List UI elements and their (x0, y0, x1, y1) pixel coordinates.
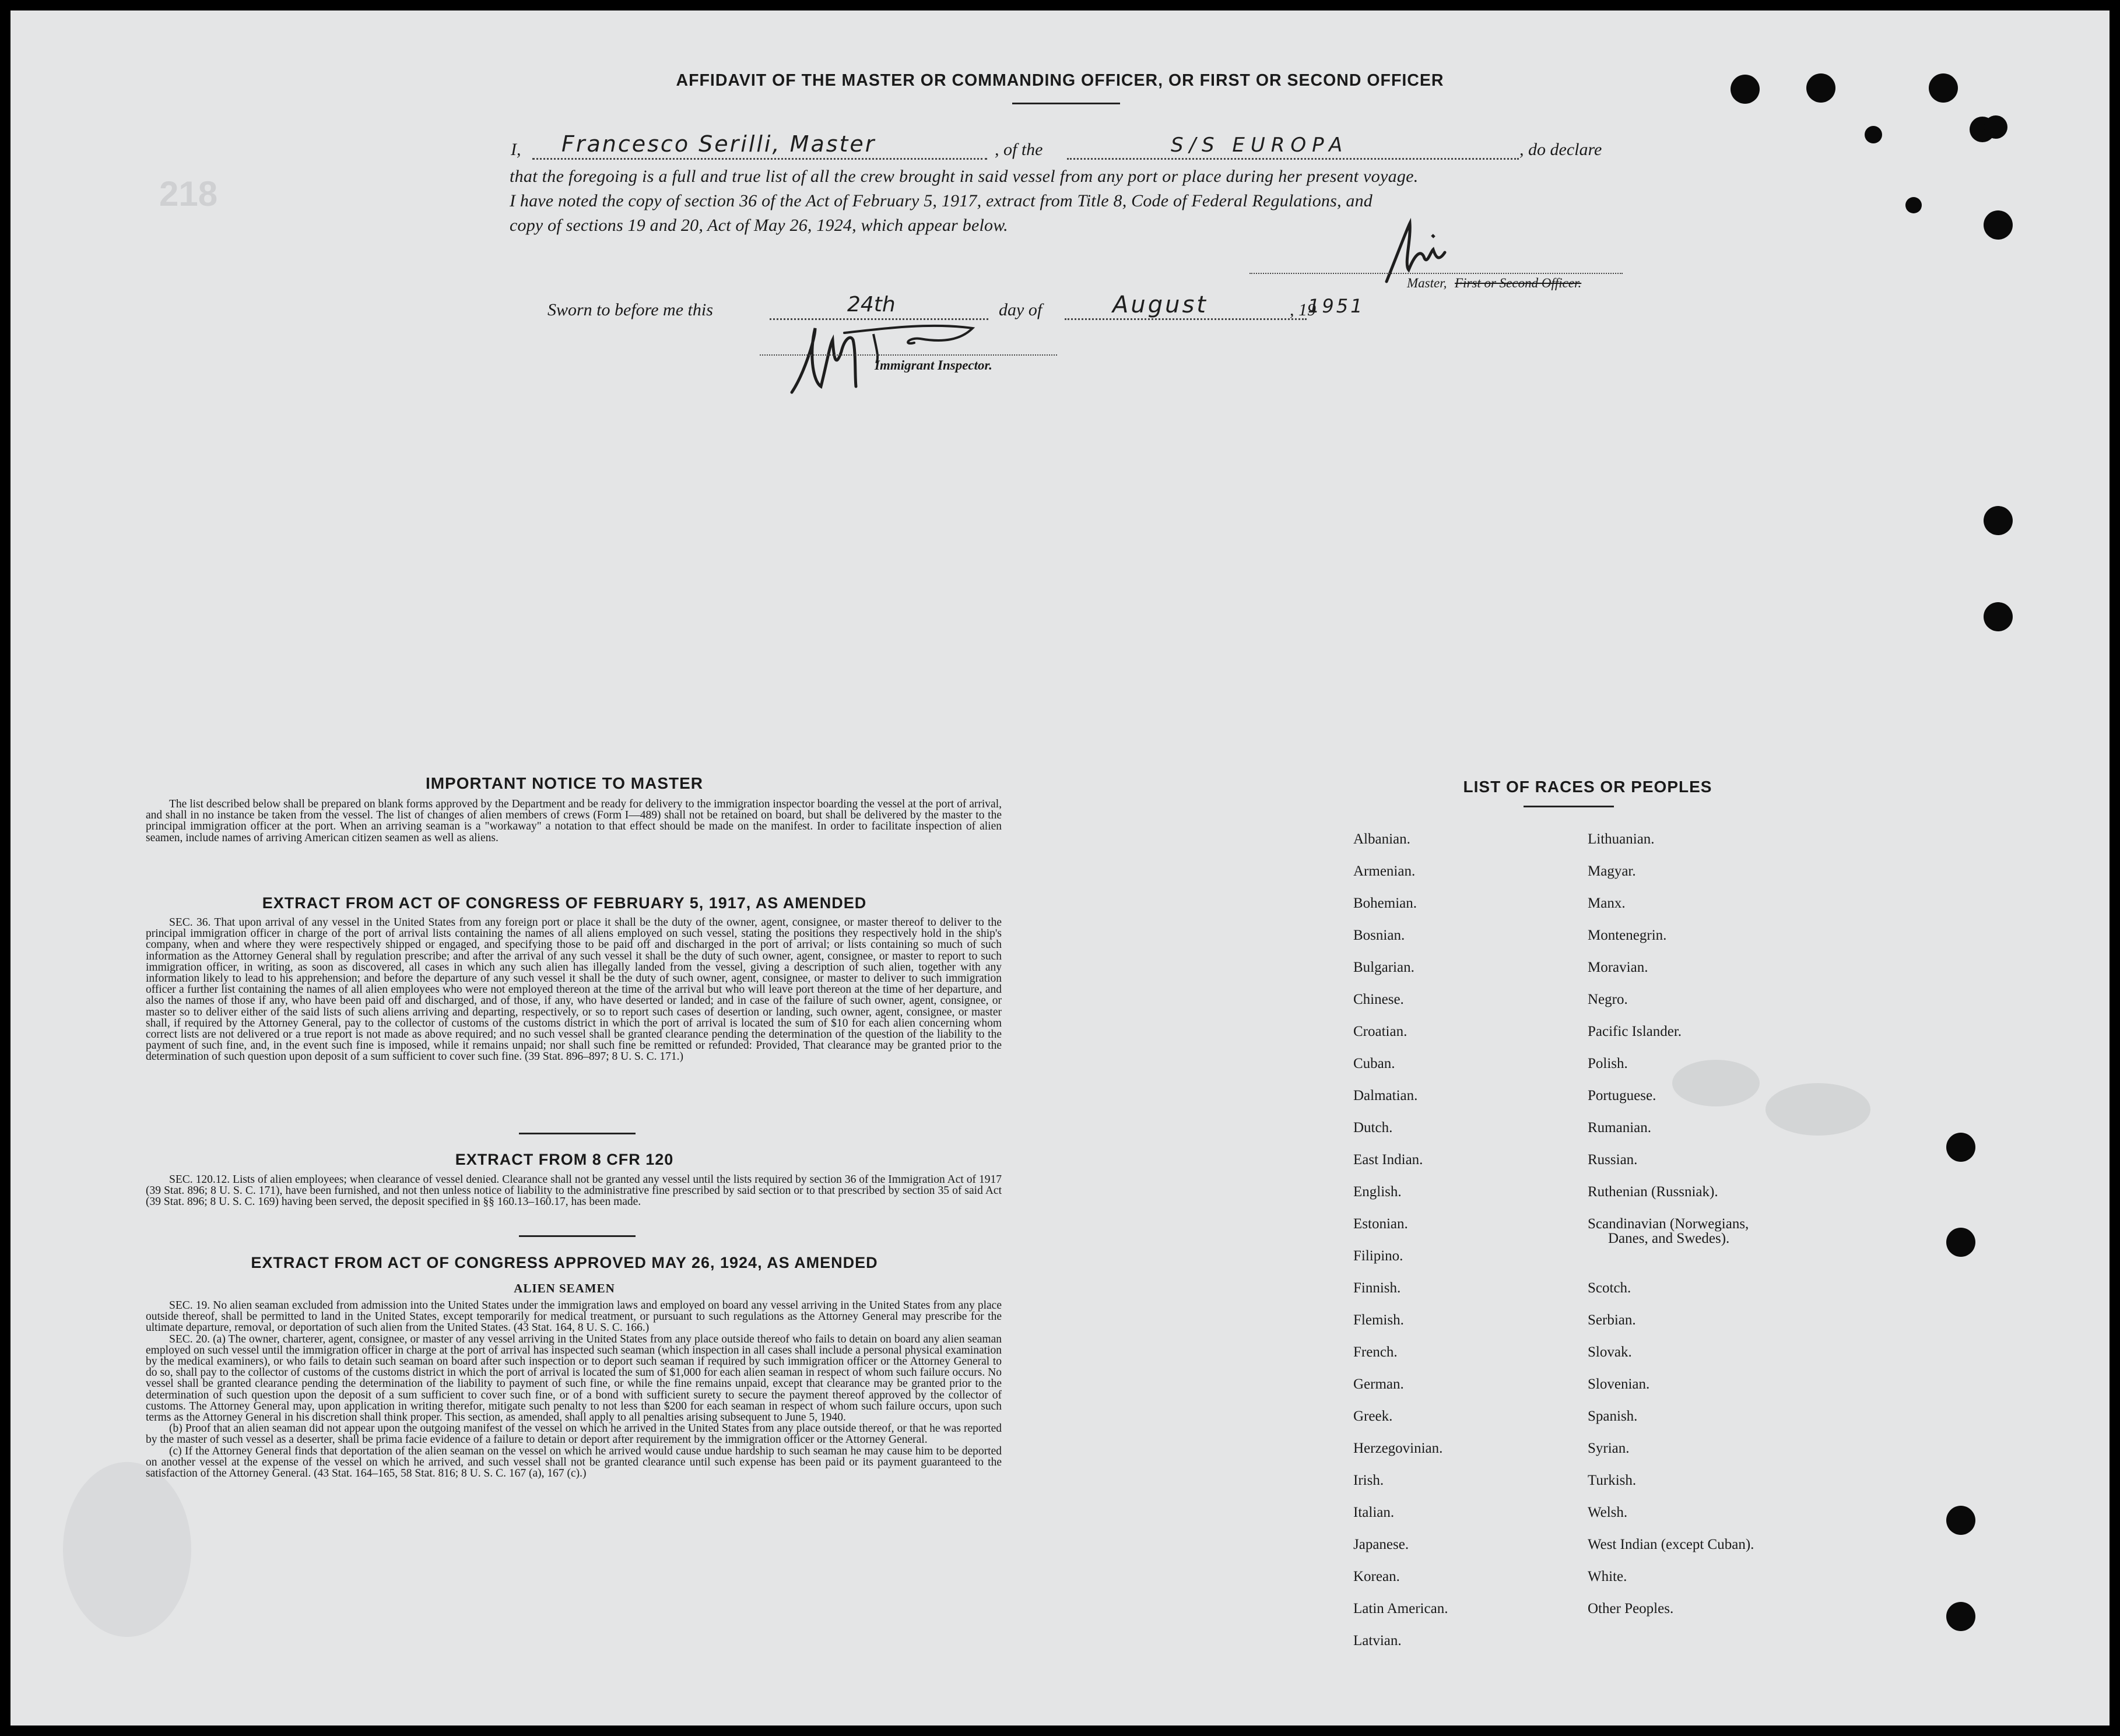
race-item: Scotch. (1588, 1280, 1631, 1296)
race-item: Dutch. (1353, 1120, 1393, 1136)
punch-hole (1865, 126, 1882, 143)
vessel-name-line (1067, 158, 1519, 160)
sec-20a-paragraph: SEC. 20. (a) The owner, charterer, agent, consignee, or master of any vessel arriving in the United States from any place outside thereof who fails to detain on board any alien seaman employed on such vessel until the immigration officer in charge at the port of arrival has inspected such seaman (which inspection in all cases shall include a personal physical examination by the medical examiners), or who fails to detain such seaman on board after such inspection or to deport such seaman if required by such immigration officer or the Attorney General to do so, shall pay to the collector of customs of the customs district in which the port of arrival is located the sum of $1,000 for each alien seaman in respect of whom such failure occurs. No vessel shall be granted clearance pending the determination of the liability to payment of such fine, or while the fine remains unpaid, except that clearance may be granted prior to the determination of such question upon the deposit of a sum sufficient to cover such fine, or of a bond with sufficient surety to secure the payment thereof approved by the collector of customs. The Attorney General may, upon application in writing therefor, mitigate such penalty to not less than $200 for each seaman in respect of whom such failure occurs, upon such terms as the Attorney General in his discretion shall think proper. This section, as amended, shall apply to all penalties arising subsequent to June 5, 1940. (146, 1333, 1002, 1424)
affidavit-line-2: that the foregoing is a full and true list of all the crew brought in said vessel from any port or place during her present voyage. (510, 167, 1419, 186)
race-item: Latvian. (1353, 1633, 1402, 1649)
extract-1924-title: EXTRACT FROM ACT OF CONGRESS APPROVED MAY 26, 1924, AS AMENDED (251, 1254, 878, 1271)
sec-120-12-paragraph: SEC. 120.12. Lists of alien employees; when clearance of vessel denied. Clearance shall not be granted any vessel until the lists required by section 36 of the Immigration Act of 1917 (39 Stat. 896; 8 U. S. C. 171), have been furnished, and not then unless notice of liability to the administrative fine prescribed by said section or to that prescribed by section 35 of said Act (39 Stat. 896; 8 U. S. C. 169) having been served, the deposit specified in §§ 160.13–160.17, has been made. (146, 1173, 1002, 1208)
signature-role-struck: First or Second Officer. (1455, 276, 1582, 290)
race-item: East Indian. (1353, 1152, 1423, 1168)
race-item: Serbian. (1588, 1312, 1636, 1328)
race-item: Flemish. (1353, 1312, 1404, 1328)
extract-1917-title: EXTRACT FROM ACT OF CONGRESS OF FEBRUARY 5, 1917, AS AMENDED (262, 894, 867, 912)
affidavit-title: AFFIDAVIT OF THE MASTER OR COMMANDING OFFICER, OR FIRST OR SECOND OFFICER (676, 71, 1444, 90)
affidavit-i-label: I, (511, 140, 521, 159)
paper-stain (1672, 1060, 1760, 1106)
race-item: Rumanian. (1588, 1120, 1652, 1136)
race-item: White. (1588, 1569, 1627, 1584)
race-item: Lithuanian. (1588, 831, 1655, 847)
sworn-year-prefix: , 19 (1290, 300, 1316, 319)
race-item: Armenian. (1353, 863, 1416, 879)
race-item: Pacific Islander. (1588, 1024, 1682, 1039)
race-item: German. (1353, 1376, 1404, 1392)
race-item: Estonian. (1353, 1216, 1408, 1232)
race-item: Bohemian. (1353, 895, 1417, 911)
race-item: Ruthenian (Russniak). (1588, 1184, 1718, 1200)
sec-20c-paragraph: (c) If the Attorney General finds that deportation of the alien seaman on the vessel on which he arrived would cause undue hardship to such seaman he may cause him to be deported on another vessel at the expense of the vessel on which he arrived, and such vessel shall not be granted clearance until such expense has been paid or its payment guaranteed to the satisfaction of the Attorney General. (43 Stat. 164–165, 58 Stat. 816; 8 U. S. C. 167 (a), 167 (c).) (146, 1445, 1002, 1480)
vessel-name-field: S/S EUROPA (1171, 133, 1349, 157)
race-item: Scandinavian (Norwegians, (1588, 1216, 1749, 1232)
races-title: LIST OF RACES OR PEOPLES (1463, 778, 1712, 796)
sworn-day-field: 24th (847, 293, 896, 317)
inspector-label: Immigrant Inspector. (875, 358, 992, 372)
race-item: Latin American. (1353, 1601, 1448, 1616)
punch-hole (1946, 1228, 1975, 1257)
paper-stain (1766, 1083, 1870, 1136)
affidavit-of-the-label: , of the (995, 140, 1043, 159)
corner-number: 218 (159, 174, 218, 213)
affidavit-line-3: I have noted the copy of section 36 of the Act of February 5, 1917, extract from Title 8, Code of Federal Regulations, and (510, 191, 1373, 210)
races-title-rule (1524, 806, 1614, 807)
sec-19-paragraph: SEC. 19. No alien seaman excluded from admission into the United States under the immigration laws and employed on board any vessel arriving in the United States from any place outside thereof, shall be permitted to land in the United States, except temporarily for medical treatment, or pursuant to such regulations as the Attorney General may prescribe for the ultimate departure, removal, or deportation of such alien from the United States. (43 Stat. 164, 8 U. S. C. 166.) (146, 1299, 1002, 1334)
race-item: Slovenian. (1588, 1376, 1650, 1392)
race-item: Russian. (1588, 1152, 1638, 1168)
race-item: Japanese. (1353, 1537, 1409, 1552)
sworn-label: Sworn to before me this (547, 300, 713, 319)
race-item: Spanish. (1588, 1408, 1638, 1424)
race-item: Danes, and Swedes). (1608, 1231, 1730, 1246)
race-item: Irish. (1353, 1473, 1384, 1488)
punch-hole (1946, 1133, 1975, 1162)
punch-hole (1984, 210, 2013, 240)
race-item: Negro. (1588, 992, 1628, 1007)
race-item: Korean. (1353, 1569, 1400, 1584)
punch-hole (1984, 115, 2007, 139)
master-signature-line (1249, 273, 1623, 274)
sec-20b-paragraph: (b) Proof that an alien seaman did not appear upon the outgoing manifest of the vessel on which he arrived in the United States from any place outside thereof, or that he was reported by the master of such vessel as a deserter, shall be prima facie evidence of a failure to detain or deport after requirement by the immigration officer or the Attorney General. (146, 1422, 1002, 1446)
sworn-month-line (1065, 318, 1307, 320)
punch-hole (1984, 506, 2013, 535)
race-item: Herzegovinian. (1353, 1440, 1443, 1456)
race-item: Chinese. (1353, 992, 1404, 1007)
race-item: Finnish. (1353, 1280, 1401, 1296)
race-item: Welsh. (1588, 1505, 1628, 1520)
sworn-year-field: 1951 (1308, 295, 1365, 317)
race-item: Bosnian. (1353, 927, 1405, 943)
affidavit-title-rule (1012, 103, 1120, 104)
race-item: Polish. (1588, 1056, 1628, 1071)
race-item: Magyar. (1588, 863, 1636, 879)
race-item: Montenegrin. (1588, 927, 1667, 943)
punch-hole (1946, 1602, 1975, 1631)
race-item: Turkish. (1588, 1473, 1637, 1488)
punch-hole (1905, 197, 1922, 213)
race-item: Manx. (1588, 895, 1626, 911)
extract-cfr-title: EXTRACT FROM 8 CFR 120 (455, 1151, 674, 1168)
sec-36-paragraph: SEC. 36. That upon arrival of any vessel in the United States from any foreign port or place it shall be the duty of the owner, agent, consignee, or master thereof to deliver to the principal immigration officer in charge of the port of arrival lists containing the names of all aliens employed on such vessel, stating the positions they respectively hold in the ship's company, when and where they were respectively shipped or engaged, and specifying those to be paid off and discharged in the port of arrival; or lists containing so much of such information as the Attorney General shall by regulation prescribe; and after the arrival of any such vessel it shall be the duty of such owner, agent, consignee, or master to report to such immigration officer, in writing, as soon as discovered, all cases in which any such alien has illegally landed from the vessel, giving a description of such alien, together with any information likely to lead to his apprehension; and before the departure of any such vessel it shall be the duty of such owner, agent, consignee, or master to deliver to such immigration officer a further list containing the names of all alien employees who were not employed thereon at the time of the arrival but who will leave port thereon at the time of her departure, and also the names of those if any, who have been paid off and discharged, and of those, if any, who have deserted or landed; and in case of the failure of such owner, agent, consignee, or master so to deliver either of the said lists of such aliens arriving and departing, respectively, or so to report such cases of desertion or landing, such owner, agent, consignee, or master shall, if required by the Attorney General, pay to the collector of customs of the customs district in which the port of arrival is located the sum of $10 for each alien concerning whom correct lists are not delivered or a true report is not made as above required; and no such vessel shall be granted clearance pending the determination of the question of the liability to the payment of such fine, and, in the event such fine is imposed, while it remains unpaid; nor shall such fine be remitted or refunded: Provided, That clearance may be granted prior to the determination of such question upon deposit of a sum sufficient to cover such fine. (39 Stat. 896–897; 8 U. S. C. 171.) (146, 916, 1002, 1063)
inspector-signature-line (760, 354, 1057, 356)
race-item: Croatian. (1353, 1024, 1408, 1039)
race-item: Syrian. (1588, 1440, 1630, 1456)
sworn-day-of-label: day of (999, 300, 1043, 319)
master-name-line (532, 158, 987, 160)
race-item: Greek. (1353, 1408, 1393, 1424)
punch-hole (1946, 1506, 1975, 1535)
document-page (10, 10, 2110, 1726)
race-item: Moravian. (1588, 960, 1648, 975)
race-item: Italian. (1353, 1505, 1395, 1520)
race-item: Dalmatian. (1353, 1088, 1418, 1104)
race-item: French. (1353, 1344, 1398, 1360)
notice-text (146, 799, 1002, 844)
affidavit-declare-label: , do declare (1519, 140, 1602, 159)
race-item: Filipino. (1353, 1248, 1403, 1264)
race-item: Portuguese. (1588, 1088, 1656, 1104)
race-item: West Indian (except Cuban). (1588, 1537, 1754, 1552)
master-name-field: Francesco Serilli, Master (561, 131, 876, 157)
affidavit-line-4: copy of sections 19 and 20, Act of May 26, 1924, which appear below. (510, 216, 1008, 235)
punch-hole (1984, 602, 2013, 631)
extract-1917-text (146, 917, 1002, 1063)
race-item: Other Peoples. (1588, 1601, 1674, 1616)
extract-1924-subtitle: ALIEN SEAMEN (514, 1281, 615, 1295)
paper-stain (63, 1462, 191, 1637)
race-item: Albanian. (1353, 831, 1410, 847)
notice-paragraph: The list described below shall be prepared on blank forms approved by the Department and be ready for delivery to the immigration inspector boarding the vessel at the port of arrival, and shall in no instance be taken from the vessel. The list of changes of alien members of crews (Form I—489) shall not be retained on board, but shall be delivered by the master to the principal immigration officer at the port. When an arriving seaman is a "workaway" a notation to that effect should be made on the manifest. In order to facilitate inspection of alien seamen, include names of arriving American citizen seamen as well as aliens. (146, 798, 1002, 844)
section-divider (519, 1235, 636, 1237)
race-item: English. (1353, 1184, 1402, 1200)
extract-cfr-text (146, 1174, 1002, 1208)
signature-role-master: Master, (1407, 276, 1447, 290)
race-item: Slovak. (1588, 1344, 1632, 1360)
sworn-month-field: August (1112, 291, 1208, 318)
section-divider (519, 1133, 636, 1134)
extract-1924-text (146, 1300, 1002, 1479)
race-item: Bulgarian. (1353, 960, 1414, 975)
race-item: Cuban. (1353, 1056, 1395, 1071)
notice-title: IMPORTANT NOTICE TO MASTER (425, 774, 704, 792)
